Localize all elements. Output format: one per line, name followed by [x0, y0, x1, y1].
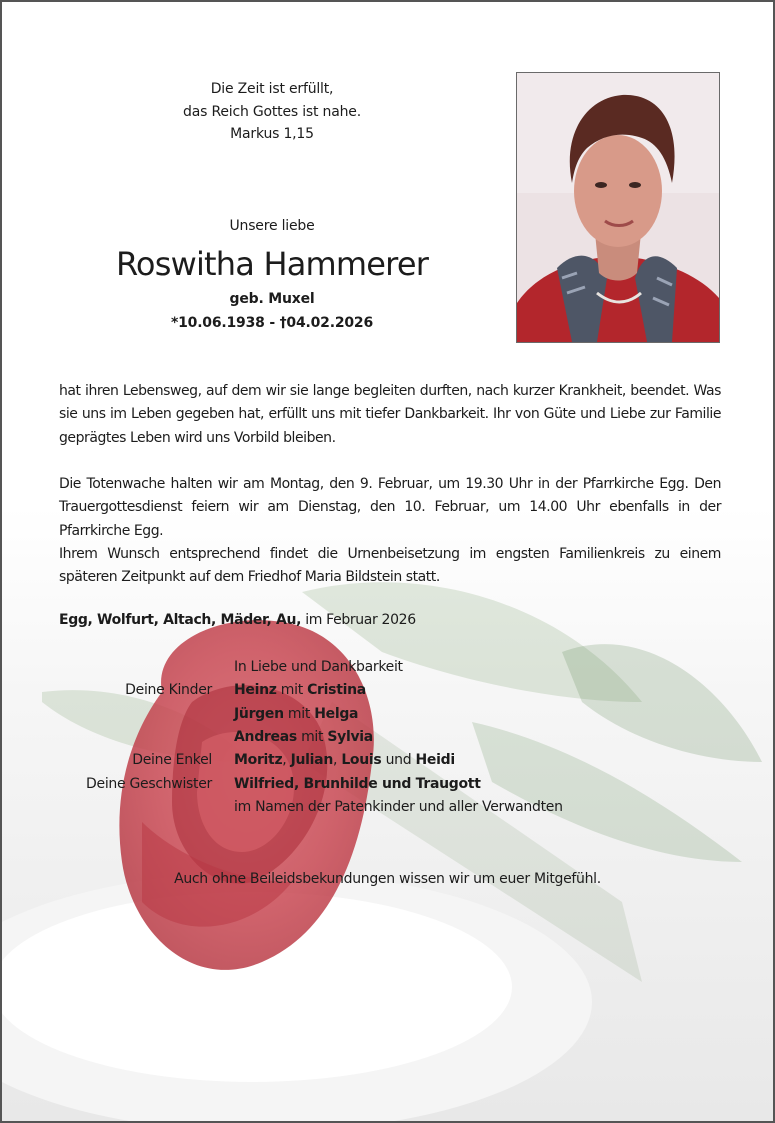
mourners-heading: In Liebe und Dankbarkeit [234, 659, 403, 675]
child-name: Jürgen [234, 706, 284, 722]
life-paragraph: hat ihren Lebensweg, auf dem wir sie lange begleiten durften, nach kurzer Krankheit, beendet. Was sie uns im Leben gegeben hat, erfüllt uns mit tiefer Dankbarkeit. Ihr von Güte und Liebe zur Familie geprägtes Leben wird uns Vorbild bleiben. [59, 383, 721, 446]
grandchild-name: Heidi [415, 752, 455, 768]
service-paragraph: Die Totenwache halten wir am Montag, den 9. Februar, um 19.30 Uhr in der Pfarrkirche Egg. Den Trauergottesdienst feiern wir am Dienstag, den 10. Februar, um 14.00 Uhr ebenfalls in der Pfarrkirche Egg. [59, 476, 721, 539]
maiden-name: geb. Muxel [229, 291, 315, 307]
quote-line-1: Die Zeit ist erfüllt, [210, 81, 334, 97]
bible-quote [132, 78, 412, 146]
child-name: Andreas [234, 729, 297, 745]
child-line [234, 706, 358, 722]
siblings-line [234, 776, 481, 792]
intro-text: Unsere liebe [229, 218, 315, 234]
child-line [234, 729, 373, 745]
grandchild-name: Julian [290, 752, 333, 768]
grandchildren-label: Deine Enkel [132, 752, 212, 768]
siblings-label: Deine Geschwister [86, 776, 212, 792]
child-partner: Cristina [307, 682, 366, 698]
closing-note: Auch ohne Beileidsbekundungen wissen wir um euer Mitgefühl. [174, 871, 601, 887]
child-joiner: mit [301, 729, 324, 745]
separator: , [282, 752, 291, 768]
child-partner: Helga [314, 706, 359, 722]
child-line [234, 682, 366, 698]
date: im Februar 2026 [305, 612, 416, 628]
deceased-name: Roswitha Hammerer [115, 245, 429, 283]
portrait-illustration [517, 73, 719, 342]
life-dates: *10.06.1938 - †04.02.2026 [170, 315, 373, 331]
burial-paragraph: Ihrem Wunsch entsprechend findet die Urnenbeisetzung im engsten Familienkreis zu einem späteren Zeitpunkt auf dem Friedhof Maria Bildstein statt. [59, 546, 721, 586]
quote-line-2: das Reich Gottes ist nahe. [183, 103, 361, 120]
separator: , [333, 752, 342, 768]
places: Egg, Wolfurt, Altach, Mäder, Au, [59, 612, 302, 628]
quote-reference: Markus 1,15 [230, 126, 314, 142]
others-line: im Namen der Patenkinder und aller Verwandten [234, 799, 563, 815]
place-and-date [59, 612, 416, 628]
grandchild-name: Moritz [234, 752, 283, 768]
child-joiner: mit [287, 706, 311, 722]
child-partner: Sylvia [327, 729, 373, 745]
child-name: Heinz [234, 682, 277, 698]
child-joiner: mit [280, 682, 303, 698]
grandchild-name: Louis [341, 752, 382, 768]
siblings-names: Wilfried, Brunhilde und Traugott [234, 776, 481, 792]
children-label: Deine Kinder [125, 682, 212, 698]
grandchildren-line [234, 752, 455, 768]
portrait-photo [516, 72, 720, 343]
separator: und [381, 752, 416, 768]
